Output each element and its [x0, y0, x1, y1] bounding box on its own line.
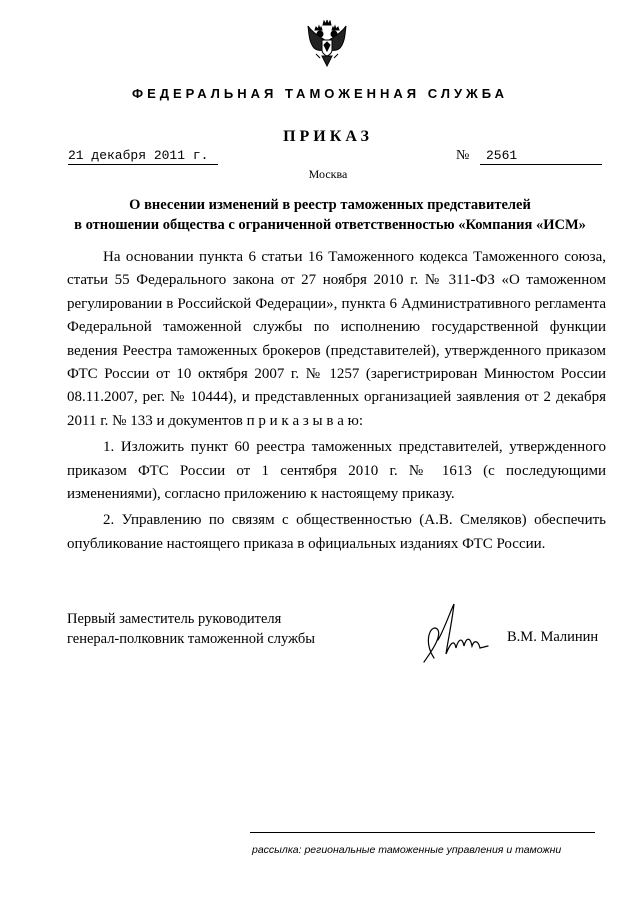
order-body	[67, 246, 606, 556]
body-paragraph-basis	[67, 246, 606, 433]
body-paragraph-item-1: 1. Изложить пункт 60 реестра таможенных представителей, утвержденного приказом ФТС России от 1 сентября 2010 г. № 1613 (с последующими изменениями), согласно приложению к настоящему приказу.	[67, 439, 606, 503]
agency-name: ФЕДЕРАЛЬНАЯ ТАМОЖЕННАЯ СЛУЖБА	[131, 86, 509, 101]
order-number-sign: №	[456, 148, 470, 163]
order-title: ПРИКАЗ	[283, 128, 373, 145]
signer-position-line-1: Первый заместитель руководителя	[67, 611, 282, 627]
signer-position-line-2: генерал-полковник таможенной службы	[67, 631, 316, 647]
basis-text: На основании пункта 6 статьи 16 Таможенного кодекса Таможенного союза, статьи 55 Федерального закона от 27 ноября 2010 г. № 311-ФЗ «О таможенном регулировании в Российской Федерации», пункта 6 Административного регламента Федеральной таможенной службы по исполнению государственной функции ведения Реестра таможенных брокеров (представителей), утвержденного приказом ФТС России от 10 октября 2007 г. № 1257 (зарегистрирован Минюстом России 08.11.2007, рег. № 10444), и представленных организацией заявления от 2 декабря 2011 г. № 133 и документов	[67, 249, 606, 429]
order-city: Москва	[308, 167, 348, 181]
signer-name: В.М. Малинин	[507, 629, 599, 645]
distribution-divider	[250, 832, 595, 833]
russian-eagle-emblem-icon	[306, 18, 348, 70]
order-subject	[40, 195, 620, 235]
order-command-word: п р и к а з ы в а ю:	[246, 412, 363, 429]
order-date: 21 декабря 2011 г.	[68, 148, 218, 165]
subject-line-2: в отношении общества с ограниченной ответственностью «Компания «ИСМ»	[74, 217, 586, 233]
distribution-list: рассылка: региональные таможенные управления и таможни	[252, 844, 562, 856]
signer-position	[67, 609, 315, 649]
subject-line-1: О внесении изменений в реестр таможенных представителей	[129, 197, 531, 213]
order-number: 2561	[480, 148, 602, 165]
body-paragraph-item-2: 2. Управлению по связям с общественностью (А.В. Смеляков) обеспечить опубликование настоящего приказа в официальных изданиях ФТС России.	[67, 512, 606, 552]
handwritten-signature-icon	[414, 600, 494, 670]
